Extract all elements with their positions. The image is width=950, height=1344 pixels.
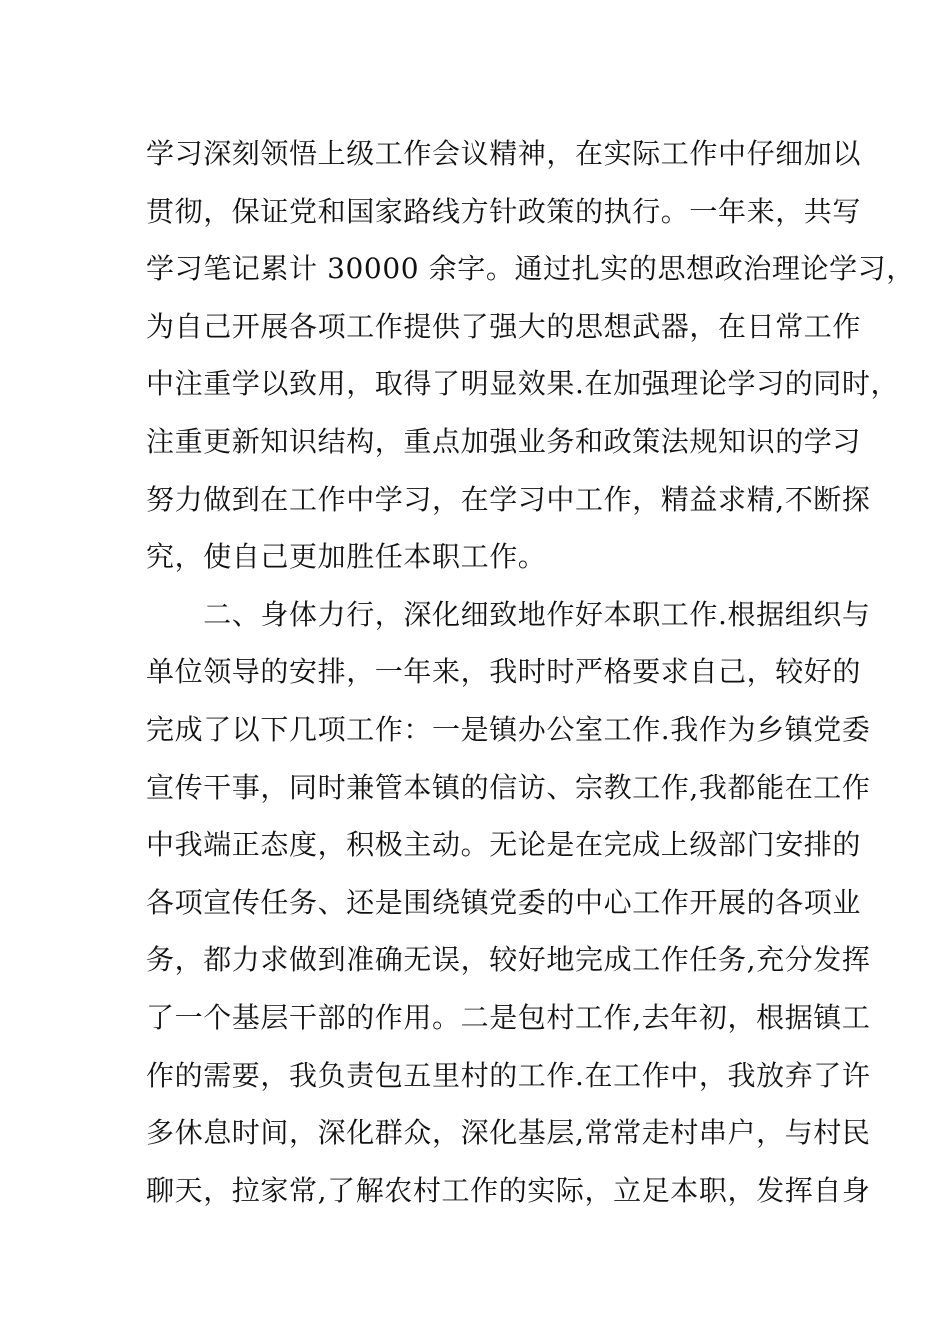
text-line: 二、身体力行，深化细致地作好本职工作.根据组织与 [146, 597, 871, 631]
text-line: 为自己开展各项工作提供了强大的思想武器，在日常工作 [146, 309, 862, 343]
text-line: 了一个基层干部的作用。二是包村工作,去年初，根据镇工 [146, 1000, 871, 1034]
text-line: 中我端正态度，积极主动。无论是在完成上级部门安排的 [146, 828, 862, 862]
text-line: 各项宣传任务、还是围绕镇党委的中心工作开展的各项业 [146, 885, 862, 919]
text-line: 宣传干事，同时兼管本镇的信访、宗教工作,我都能在工作 [146, 770, 871, 804]
text-line: 贯彻，保证党和国家路线方针政策的执行。一年来，共写 [146, 194, 862, 228]
text-line: 学习笔记累计 30000 余字。通过扎实的思想政治理论学习， [146, 252, 915, 286]
text-line: 学习深刻领悟上级工作会议精神，在实际工作中仔细加以 [146, 137, 862, 170]
text-line: 究，使自己更加胜任本职工作。 [146, 540, 547, 574]
text-line: 中注重学以致用，取得了明显效果.在加强理论学习的同时， [146, 367, 900, 401]
text-line: 完成了以下几项工作：一是镇办公室工作.我作为乡镇党委 [146, 712, 871, 746]
text-line: 务，都力求做到准确无误，较好地完成工作任务,充分发挥 [146, 943, 871, 977]
body-text [146, 131, 915, 1225]
text-line: 努力做到在工作中学习，在学习中工作，精益求精,不断探 [146, 482, 871, 516]
text-line: 聊天，拉家常,了解农村工作的实际，立足本职，发挥自身 [146, 1173, 871, 1207]
text-line: 多休息时间，深化群众，深化基层,常常走村串户，与村民 [146, 1116, 871, 1150]
text-line: 注重更新知识结构，重点加强业务和政策法规知识的学习 [146, 424, 862, 458]
text-line: 单位领导的安排，一年来，我时时严格要求自己，较好的 [146, 655, 862, 689]
text-line: 作的需要，我负责包五里村的工作.在工作中，我放弃了许 [146, 1058, 871, 1092]
